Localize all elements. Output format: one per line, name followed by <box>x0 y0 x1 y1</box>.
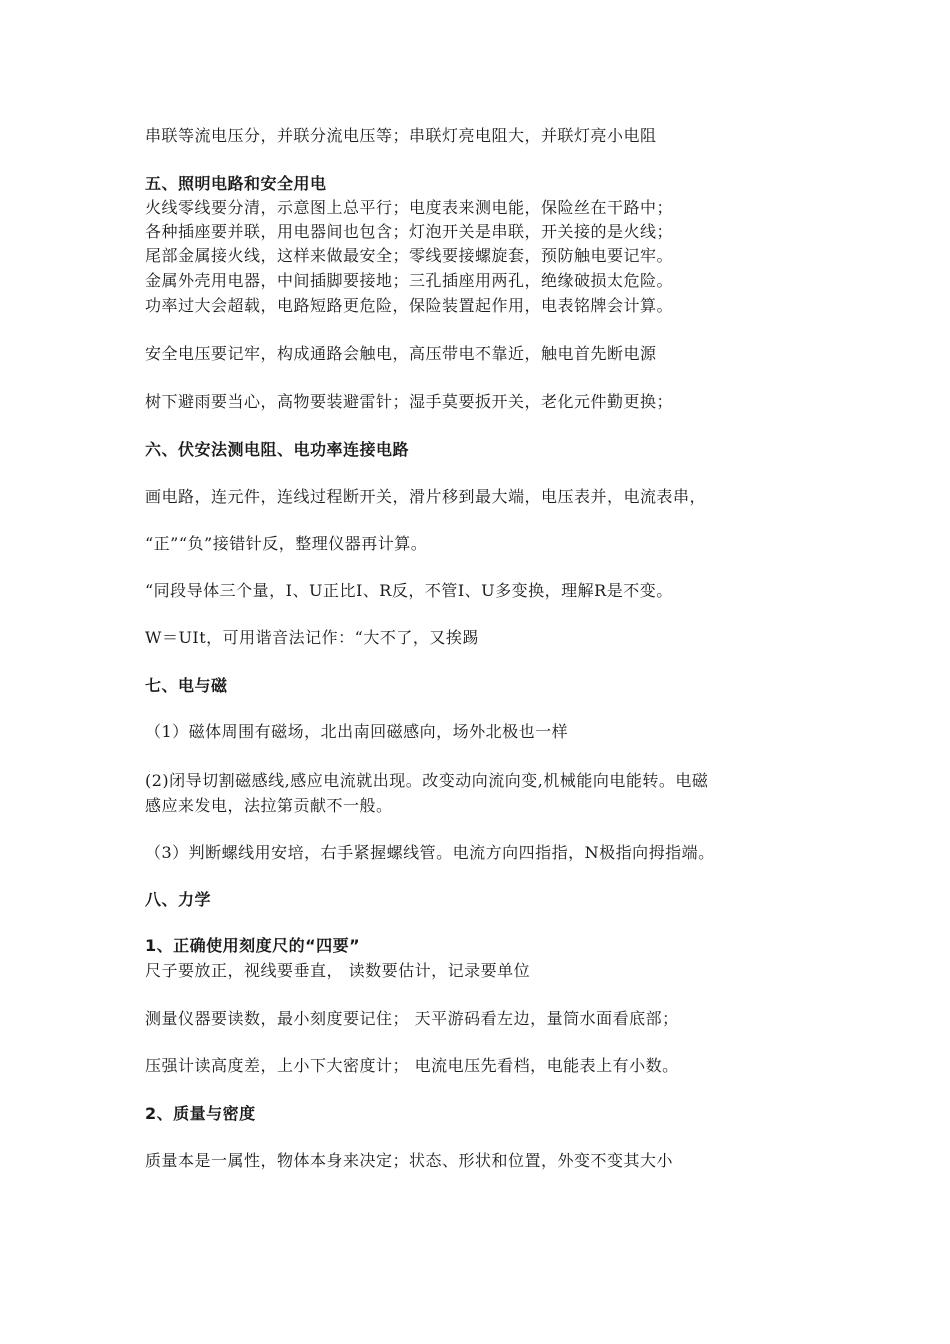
text-line: 火线零线要分清，示意图上总平行；电度表来测电能，保险丝在干路中； <box>145 198 674 217</box>
text-line: 功率过大会超载，电路短路更危险，保险装置起作用，电表铭牌会计算。 <box>145 296 674 315</box>
subsection-heading: 1、正确使用刻度尺的“四要” <box>145 936 361 955</box>
text-line: 金属外壳用电器，中间插脚要接地；三孔插座用两孔，绝缘破损太危险。 <box>145 271 674 290</box>
text-line: “正”“负”接错针反，整理仪器再计算。 <box>145 534 428 553</box>
text-line: 串联等流电压分，并联分流电压等；串联灯亮电阻大，并联灯亮小电阻 <box>145 126 657 145</box>
text-line: 压强计读高度差，上小下大密度计； 电流电压先看档，电能表上有小数。 <box>145 1056 679 1075</box>
subsection-heading: 2、质量与密度 <box>145 1104 256 1123</box>
text-line: （3）判断螺线用安培，右手紧握螺线管。电流方向四指指，N极指向拇指端。 <box>145 843 715 862</box>
text-line: 画电路，连元件，连线过程断开关，滑片移到最大端，电压表并，电流表串， <box>145 487 707 506</box>
text-line: 尺子要放正，视线要垂直， 读数要估计，记录要单位 <box>145 961 531 980</box>
text-line: 安全电压要记牢，构成通路会触电，高压带电不靠近，触电首先断电源 <box>145 344 657 363</box>
text-line: (2)闭导切割磁感线,感应电流就出现。改变动向流向变,机械能向电能转。电磁 <box>145 771 709 790</box>
section-heading: 六、伏安法测电阻、电功率连接电路 <box>145 440 410 459</box>
section-heading: 七、电与磁 <box>145 676 228 695</box>
text-line: 质量本是一属性，物体本身来决定；状态、形状和位置，外变不变其大小 <box>145 1151 674 1170</box>
text-line: 尾部金属接火线，这样来做最安全；零线要接螺旋套，预防触电要记牢。 <box>145 246 674 265</box>
text-line: （1）磁体周围有磁场，北出南回磁感向，场外北极也一样 <box>145 722 569 741</box>
text-line: 感应来发电，法拉第贡献不一般。 <box>145 796 393 815</box>
text-line: 树下避雨要当心，高物要装避雷针；湿手莫要扳开关，老化元件勤更换； <box>145 392 674 411</box>
text-line: “同段导体三个量，I、U正比I、R反，不管I、U多变换，理解R是不变。 <box>145 581 673 600</box>
text-line: 测量仪器要读数，最小刻度要记住； 天平游码看左边，量筒水面看底部； <box>145 1009 679 1028</box>
text-line: W＝UIt，可用谐音法记作：“大不了，又挨踢 <box>145 628 479 647</box>
section-heading: 八、力学 <box>145 890 212 909</box>
section-heading: 五、照明电路和安全用电 <box>145 174 327 193</box>
text-line: 各种插座要并联，用电器间也包含；灯泡开关是串联，开关接的是火线； <box>145 222 674 241</box>
